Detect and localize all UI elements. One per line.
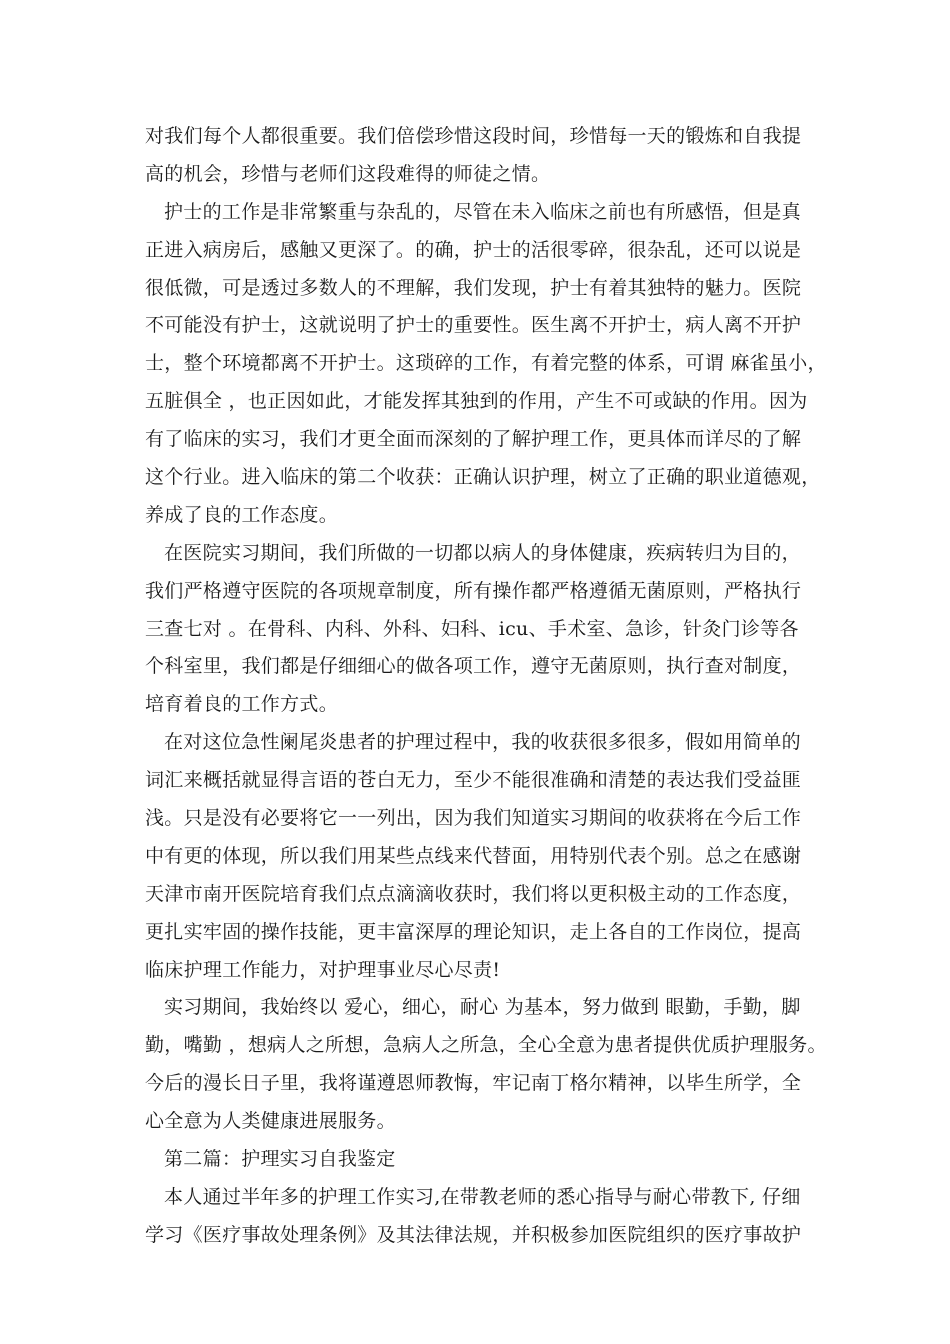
paragraph-line: 学习《医疗事故处理条例》及其法律法规，并积极参加医院组织的医疗事故护 bbox=[145, 1223, 802, 1246]
paragraph-line: 五脏俱全 ，也正因如此，才能发挥其独到的作用，产生不可或缺的作用。因为 bbox=[145, 390, 808, 413]
paragraph-line: 我们严格遵守医院的各项规章制度，所有操作都严格遵循无菌原则，严格执行 bbox=[145, 579, 802, 602]
paragraph-line: 培育着良的工作方式。 bbox=[145, 693, 339, 716]
paragraph-line: 中有更的体现，所以我们用某些点线来代替面，用特别代表个别。总之在感谢 bbox=[145, 844, 802, 867]
paragraph-line: 更扎实牢固的操作技能，更丰富深厚的理论知识，走上各自的工作岗位，提高 bbox=[145, 920, 802, 943]
paragraph-line: 养成了良的工作态度。 bbox=[145, 503, 339, 526]
paragraph-line: 勤，嘴勤 ，想病人之所想，急病人之所急，全心全意为患者提供优质护理服务。 bbox=[145, 1034, 827, 1057]
paragraph-line: 对我们每个人都很重要。我们倍偿珍惜这段时间，珍惜每一天的锻炼和自我提 bbox=[145, 125, 802, 147]
paragraph-first-line: 实习期间，我始终以 爱心，细心，耐心 为基本，努力做到 眼勤，手勤，脚 bbox=[164, 996, 801, 1019]
paragraph-line: 心全意为人类健康进展服务。 bbox=[145, 1110, 396, 1133]
document-body bbox=[145, 118, 825, 1255]
paragraph-line: 今后的漫长日子里，我将谨遵恩师教悔，牢记南丁格尔精神，以毕生所学，全 bbox=[145, 1072, 802, 1095]
paragraph-first-line: 本人通过半年多的护理工作实习,在带教老师的悉心指导与耐心带教下, 仔细 bbox=[164, 1185, 801, 1208]
paragraph-line: 士，整个环境都离不开护士。这琐碎的工作，有着完整的体系，可谓 麻雀虽小， bbox=[145, 352, 827, 375]
paragraph-line: 临床护理工作能力，对护理事业尽心尽责! bbox=[145, 958, 501, 981]
paragraph-line: 浅。只是没有必要将它一一列出，因为我们知道实习期间的收获将在今后工作 bbox=[145, 807, 802, 830]
paragraph-first-line: 第二篇：护理实习自我鉴定 bbox=[164, 1148, 396, 1171]
paragraph-line: 高的机会，珍惜与老师们这段难得的师徒之情。 bbox=[145, 162, 551, 185]
paragraph-line: 个科室里，我们都是仔细细心的做各项工作，遵守无菌原则，执行查对制度， bbox=[145, 655, 802, 678]
paragraph-line: 这个行业。进入临床的第二个收获：正确认识护理，树立了正确的职业道德观， bbox=[145, 466, 821, 489]
paragraph-line: 很低微，可是透过多数人的不理解，我们发现，护士有着其独特的魅力。医院 bbox=[145, 276, 802, 299]
paragraph-first-line: 在对这位急性阑尾炎患者的护理过程中，我的收获很多很多，假如用简单的 bbox=[164, 731, 801, 754]
paragraph-line: 有了临床的实习，我们才更全面而深刻的了解护理工作，更具体而详尽的了解 bbox=[145, 428, 802, 451]
paragraph-line: 天津市南开医院培育我们点点滴滴收获时，我们将以更积极主动的工作态度， bbox=[145, 882, 802, 905]
paragraph-first-line: 护士的工作是非常繁重与杂乱的，尽管在未入临床之前也有所感悟，但是真 bbox=[164, 200, 801, 223]
paragraph-line: 不可能没有护士，这就说明了护士的重要性。医生离不开护士，病人离不开护 bbox=[145, 314, 802, 337]
paragraph-line: 正进入病房后，感触又更深了。的确，护士的活很零碎，很杂乱，还可以说是 bbox=[145, 238, 802, 261]
paragraph-line: 三查七对 。在骨科、内科、外科、妇科、icu、手术室、急诊，针灸门诊等各 bbox=[145, 617, 799, 640]
paragraph-first-line: 在医院实习期间，我们所做的一切都以病人的身体健康，疾病转归为目的， bbox=[164, 541, 801, 564]
paragraph-line: 词汇来概括就显得言语的苍白无力，至少不能很准确和清楚的表达我们受益匪 bbox=[145, 769, 802, 792]
